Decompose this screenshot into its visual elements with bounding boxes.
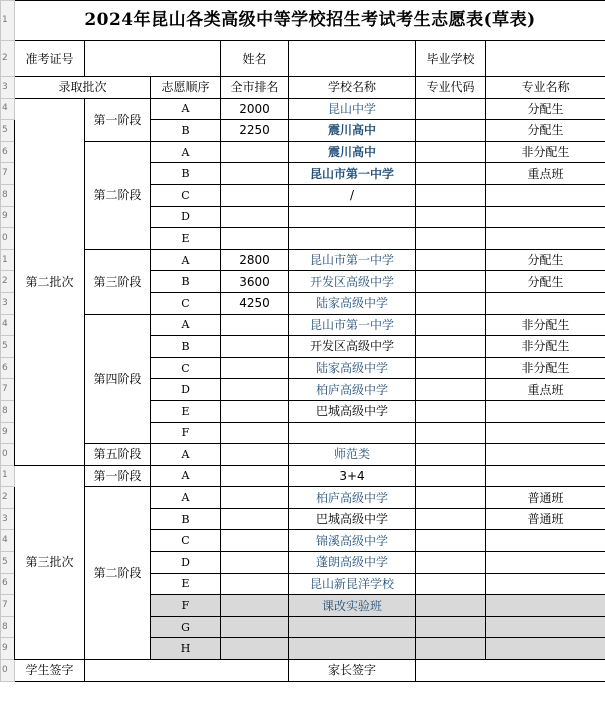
batch-second: 第二批次 [15,98,85,465]
row-number: 3 [1,508,15,530]
school-cell[interactable] [289,422,416,444]
rank-cell[interactable] [221,228,289,250]
rank-cell[interactable] [221,357,289,379]
row-number: 2 [1,487,15,509]
stage-label: 第一阶段 [85,98,151,141]
school-cell[interactable]: 陆家高级中学 [289,292,416,314]
rank-cell[interactable] [221,616,289,638]
major-name-cell[interactable]: 重点班 [486,379,605,401]
school-cell[interactable]: 师范类 [289,444,416,466]
order-cell: D [151,379,221,401]
major-name-cell[interactable]: 重点班 [486,163,605,185]
major-name-cell[interactable]: 分配生 [486,98,605,120]
stage-label: 第一阶段 [85,465,151,487]
major-name-cell[interactable] [486,184,605,206]
major-name-cell[interactable]: 非分配生 [486,357,605,379]
student-signature-label: 学生签字 [15,660,85,682]
order-cell: H [151,638,221,660]
row-number: 0 [1,228,15,250]
major-name-cell[interactable] [486,638,605,660]
major-code-cell[interactable] [416,573,486,595]
major-code-cell[interactable] [416,249,486,271]
order-cell: B [151,336,221,358]
major-code-cell[interactable] [416,314,486,336]
student-signature-field[interactable] [85,660,289,682]
rank-cell[interactable]: 3600 [221,271,289,293]
school-cell[interactable]: 昆山市第一中学 [289,249,416,271]
row-number: 9 [1,638,15,660]
rank-cell[interactable] [221,552,289,574]
header-major-name: 专业名称 [486,77,605,99]
major-name-cell[interactable]: 分配生 [486,271,605,293]
header-major-code: 专业代码 [416,77,486,99]
rank-cell[interactable] [221,508,289,530]
school-cell[interactable]: 震川高中 [289,120,416,142]
major-name-cell[interactable]: 非分配生 [486,141,605,163]
order-cell: E [151,228,221,250]
rank-cell[interactable] [221,400,289,422]
rank-cell[interactable] [221,444,289,466]
rank-cell[interactable] [221,595,289,617]
rank-cell[interactable]: 2800 [221,249,289,271]
row-number: 7 [1,163,15,185]
header-school: 学校名称 [289,77,416,99]
order-cell: G [151,616,221,638]
order-cell: C [151,184,221,206]
major-name-cell[interactable]: 非分配生 [486,336,605,358]
row-number: 1 [1,1,15,41]
row-number: 0 [1,660,15,682]
school-cell[interactable]: / [289,184,416,206]
school-cell[interactable]: 巴城高级中学 [289,508,416,530]
major-code-cell[interactable] [416,141,486,163]
stage-label: 第五阶段 [85,444,151,466]
major-name-cell[interactable] [486,530,605,552]
order-cell: D [151,206,221,228]
rank-cell[interactable] [221,314,289,336]
school-cell[interactable]: 昆山市第一中学 [289,314,416,336]
major-name-cell[interactable] [486,444,605,466]
major-code-cell[interactable] [416,530,486,552]
header-batch: 录取批次 [15,77,151,99]
major-code-cell[interactable] [416,184,486,206]
order-cell: C [151,530,221,552]
row-number: 8 [1,616,15,638]
exam-id-label: 准考证号 [15,41,85,77]
order-cell: A [151,487,221,509]
major-code-cell[interactable] [416,379,486,401]
order-cell: B [151,163,221,185]
major-name-cell[interactable] [486,400,605,422]
school-cell[interactable]: 锦溪高级中学 [289,530,416,552]
exam-id-field[interactable] [85,41,221,77]
major-code-cell[interactable] [416,638,486,660]
row-number: 1 [1,465,15,487]
row-number: 3 [1,77,15,99]
rank-cell[interactable] [221,465,289,487]
rank-cell[interactable]: 2000 [221,98,289,120]
major-code-cell[interactable] [416,616,486,638]
stage-label: 第二阶段 [85,487,151,660]
school-cell[interactable]: 蓬朗高级中学 [289,552,416,574]
order-cell: D [151,552,221,574]
major-code-cell[interactable] [416,422,486,444]
major-code-cell[interactable] [416,357,486,379]
major-name-cell[interactable] [486,595,605,617]
order-cell: B [151,271,221,293]
row-number: 0 [1,444,15,466]
major-name-cell[interactable] [486,552,605,574]
major-name-cell[interactable]: 分配生 [486,120,605,142]
name-label: 姓名 [221,41,289,77]
major-code-cell[interactable] [416,465,486,487]
order-cell: A [151,249,221,271]
order-cell: C [151,357,221,379]
rank-cell[interactable]: 4250 [221,292,289,314]
major-name-cell[interactable] [486,422,605,444]
row-number: 8 [1,184,15,206]
header-order: 志愿顺序 [151,77,221,99]
grad-school-label: 毕业学校 [416,41,486,77]
row-number: 5 [1,552,15,574]
row-number: 6 [1,357,15,379]
school-cell[interactable]: 3+4 [289,465,416,487]
stage-label: 第四阶段 [85,314,151,444]
order-cell: A [151,141,221,163]
major-code-cell[interactable] [416,228,486,250]
order-cell: B [151,508,221,530]
order-cell: E [151,400,221,422]
order-cell: C [151,292,221,314]
row-number: 9 [1,206,15,228]
school-cell[interactable]: 昆山市第一中学 [289,163,416,185]
row-number: 6 [1,573,15,595]
row-number: 3 [1,292,15,314]
row-number: 1 [1,249,15,271]
school-cell[interactable] [289,638,416,660]
order-cell: A [151,465,221,487]
school-cell[interactable] [289,228,416,250]
order-cell: F [151,422,221,444]
row-number: 7 [1,595,15,617]
row-number: 2 [1,271,15,293]
school-cell[interactable]: 陆家高级中学 [289,357,416,379]
major-name-cell[interactable] [486,292,605,314]
row-number: 4 [1,98,15,120]
name-field[interactable] [289,41,416,77]
row-number: 4 [1,314,15,336]
major-code-cell[interactable] [416,271,486,293]
major-name-cell[interactable] [486,573,605,595]
major-code-cell[interactable] [416,595,486,617]
school-cell[interactable]: 昆山新昆洋学校 [289,573,416,595]
major-name-cell[interactable]: 普通班 [486,508,605,530]
major-name-cell[interactable] [486,465,605,487]
order-cell: A [151,314,221,336]
rank-cell[interactable] [221,422,289,444]
school-cell[interactable]: 开发区高级中学 [289,336,416,358]
major-name-cell[interactable] [486,206,605,228]
major-code-cell[interactable] [416,98,486,120]
stage-label: 第三阶段 [85,249,151,314]
row-number: 4 [1,530,15,552]
rank-cell[interactable] [221,141,289,163]
major-name-cell[interactable]: 非分配生 [486,314,605,336]
major-name-cell[interactable] [486,228,605,250]
rank-cell[interactable]: 2250 [221,120,289,142]
major-code-cell[interactable] [416,552,486,574]
major-code-cell[interactable] [416,206,486,228]
school-cell[interactable]: 巴城高级中学 [289,400,416,422]
rank-cell[interactable] [221,336,289,358]
major-name-cell[interactable]: 普通班 [486,487,605,509]
rank-cell[interactable] [221,638,289,660]
rank-cell[interactable] [221,379,289,401]
major-code-cell[interactable] [416,120,486,142]
stage-label: 第二阶段 [85,141,151,249]
major-code-cell[interactable] [416,400,486,422]
row-number: 2 [1,41,15,77]
major-code-cell[interactable] [416,336,486,358]
order-cell: E [151,573,221,595]
rank-cell[interactable] [221,573,289,595]
major-code-cell[interactable] [416,487,486,509]
major-name-cell[interactable]: 分配生 [486,249,605,271]
rank-cell[interactable] [221,184,289,206]
order-cell: A [151,98,221,120]
school-cell[interactable]: 柏庐高级中学 [289,487,416,509]
major-code-cell[interactable] [416,508,486,530]
parent-signature-field[interactable] [416,660,605,682]
school-cell[interactable] [289,206,416,228]
school-cell[interactable] [289,616,416,638]
grad-school-field[interactable] [486,41,605,77]
school-cell[interactable]: 昆山中学 [289,98,416,120]
row-number: 8 [1,400,15,422]
major-name-cell[interactable] [486,616,605,638]
parent-signature-label: 家长签字 [289,660,416,682]
school-cell[interactable]: 开发区高级中学 [289,271,416,293]
major-code-cell[interactable] [416,292,486,314]
batch-third: 第三批次 [15,465,85,659]
major-code-cell[interactable] [416,163,486,185]
rank-cell[interactable] [221,206,289,228]
rank-cell[interactable] [221,530,289,552]
order-cell: B [151,120,221,142]
order-cell: F [151,595,221,617]
rank-cell[interactable] [221,163,289,185]
header-rank: 全市排名 [221,77,289,99]
form-title: 2024年昆山各类高级中等学校招生考试考生志愿表(草表) [15,1,605,41]
row-number: 7 [1,379,15,401]
rank-cell[interactable] [221,487,289,509]
row-number: 5 [1,120,15,142]
school-cell[interactable]: 课改实验班 [289,595,416,617]
row-number: 5 [1,336,15,358]
order-cell: A [151,444,221,466]
school-cell[interactable]: 柏庐高级中学 [289,379,416,401]
school-cell[interactable]: 震川高中 [289,141,416,163]
major-code-cell[interactable] [416,444,486,466]
row-number: 6 [1,141,15,163]
row-number: 9 [1,422,15,444]
